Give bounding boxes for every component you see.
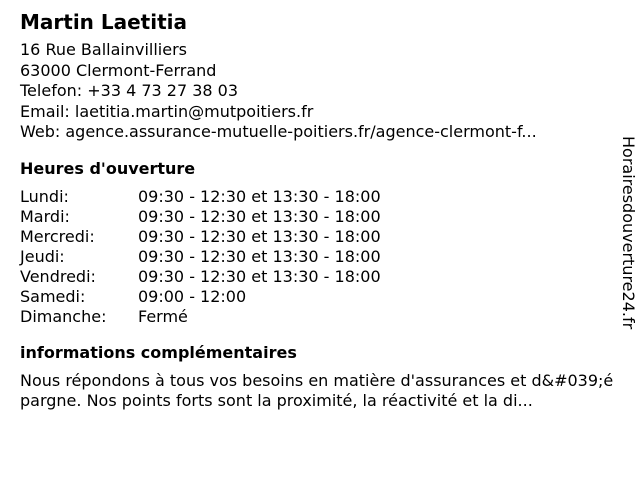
hours-time: 09:30 - 12:30 et 13:30 - 18:00 xyxy=(138,226,381,246)
info-text: Nous répondons à tous vos besoins en matière d'assurances et d&#039;épargne. Nos points forts sont la proximité, la réactivité et la di... xyxy=(20,370,614,410)
hours-row-thursday xyxy=(20,247,620,267)
business-card xyxy=(20,8,620,411)
hours-row-tuesday xyxy=(20,207,620,227)
hours-time: 09:30 - 12:30 et 13:30 - 18:00 xyxy=(138,246,381,266)
hours-day: Mercredi: xyxy=(20,226,95,246)
hours-day: Samedi: xyxy=(20,286,86,306)
address-line-2: 63000 Clermont-Ferrand xyxy=(20,60,217,80)
hours-day: Lundi: xyxy=(20,186,69,206)
web-line[interactable]: Web: agence.assurance-mutuelle-poitiers.fr/agence-clermont-f... xyxy=(20,122,537,141)
info-title: informations complémentaires xyxy=(20,342,297,362)
hours-time: 09:30 - 12:30 et 13:30 - 18:00 xyxy=(138,266,381,286)
hours-time: 09:30 - 12:30 et 13:30 - 18:00 xyxy=(138,186,381,206)
email-line[interactable]: Email: laetitia.martin@mutpoitiers.fr xyxy=(20,101,314,121)
business-name: Martin Laetitia xyxy=(20,10,188,34)
hours-row-monday xyxy=(20,187,620,207)
hours-day: Mardi: xyxy=(20,206,70,226)
hours-time: Fermé xyxy=(138,306,188,326)
hours-row-friday xyxy=(20,267,620,287)
hours-row-saturday xyxy=(20,287,620,307)
hours-title: Heures d'ouverture xyxy=(20,158,196,178)
hours-row-wednesday xyxy=(20,227,620,247)
hours-day: Dimanche: xyxy=(20,306,107,326)
hours-day: Jeudi: xyxy=(20,246,65,266)
phone-line[interactable]: Telefon: +33 4 73 27 38 03 xyxy=(20,81,239,100)
hours-row-sunday xyxy=(20,307,620,327)
hours-time: 09:30 - 12:30 et 13:30 - 18:00 xyxy=(138,206,381,226)
hours-table xyxy=(20,187,620,327)
hours-time: 09:00 - 12:00 xyxy=(138,286,247,306)
address-line-1: 16 Rue Ballainvilliers xyxy=(20,40,187,59)
watermark: Horairesdouverture24.fr xyxy=(619,136,638,330)
hours-day: Vendredi: xyxy=(20,266,96,286)
